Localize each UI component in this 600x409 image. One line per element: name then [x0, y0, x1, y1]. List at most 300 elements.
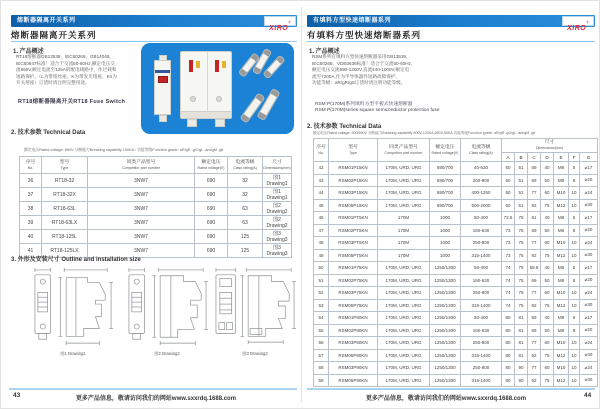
table-cell: 73 — [502, 224, 515, 237]
table-cell: 315-1400 — [461, 299, 502, 312]
rsm-line-cn: RSM P(170M)系列填料方型平板式快速熔断器 — [315, 102, 413, 107]
table-cell: 10 — [569, 337, 580, 350]
table-cell: 250-800 — [461, 287, 502, 300]
dim-col-b: B — [515, 153, 528, 162]
table-cell: 75 — [541, 299, 554, 312]
table-cell: 50 — [541, 274, 554, 287]
table-cell: ⌀24 — [580, 287, 598, 300]
left-page-title: 熔断器隔离开关系列 — [11, 30, 97, 40]
table-cell: 160-630 — [461, 224, 502, 237]
left-title-rule — [11, 41, 297, 42]
table-cell: RSM03P75KN — [329, 287, 378, 300]
col-header-competitor: 同类产品型号 Competitor part number — [88, 157, 195, 174]
table-cell: 8 — [569, 224, 580, 237]
table-cell: 1250/1300 — [430, 299, 461, 312]
table-cell: 10 — [569, 199, 580, 212]
table-cell: 500-2000 — [461, 199, 502, 212]
table-cell: 73 — [502, 237, 515, 250]
left-header-bar-title: 熔断器隔离开关系列 — [17, 18, 76, 24]
table-cell: M8 — [554, 162, 569, 175]
table-cell: 69 — [528, 224, 541, 237]
table-cell: 50-400 — [461, 212, 502, 225]
holder-red-slot — [215, 60, 219, 72]
right-footer-text: 更多产品信息，敬请访问我们的网站www.sxxrdq.1688.com — [365, 396, 527, 402]
table-cell: RSM03P90KN — [329, 362, 378, 375]
table-cell: 81 — [515, 349, 528, 362]
dim-col-g: G — [580, 153, 598, 162]
table-cell: 1000 — [430, 249, 461, 262]
table-cell: 170M — [378, 249, 430, 262]
table-cell: 170M, URD, URG — [378, 274, 430, 287]
table-cell: 80 — [502, 312, 515, 325]
table-cell: 690/700 — [430, 199, 461, 212]
table-cell: ⌀30 — [580, 374, 598, 387]
right-table-note: 额定电压Rated voltage: 500/690V 分断能力Breaking capability 500V-120KA,690V-50KA 功能等级Function grade: aR/gR -gG/gL -am/gM -gtr — [313, 131, 536, 135]
table-cell: 690 — [195, 216, 228, 230]
table-cell: 36 — [20, 174, 42, 188]
table-cell: RT18-125LX — [42, 244, 88, 258]
table-cell: RSM01P80KN — [329, 312, 378, 325]
table-cell: M10 — [554, 237, 569, 250]
table-row — [314, 337, 598, 350]
table-cell: 200-900 — [461, 174, 502, 187]
col-header-no: 序号 No. — [314, 139, 329, 162]
table-cell: 125 — [228, 230, 263, 244]
left-table-note: 额定电压Rated voltage: 690V 分断能力Breaking capability 100KA↑ 功能等级Function grade: aR/gR -gG/gL -am/gM -gtr — [24, 148, 224, 152]
table-cell: 75 — [515, 287, 528, 300]
right-overview-paragraph — [312, 54, 464, 87]
table-cell: 10 — [569, 299, 580, 312]
table-cell: 72.5 — [502, 212, 515, 225]
overview-line: 开关熔座）订货时请注明完整用途。 — [16, 80, 90, 86]
table-cell: 56 — [314, 337, 329, 350]
table-cell: 92 — [528, 249, 541, 262]
table-cell: 690 — [195, 244, 228, 258]
table-row — [20, 188, 292, 202]
table-cell: 40 — [541, 312, 554, 325]
table-row — [314, 374, 598, 387]
table-cell: 40 — [541, 262, 554, 275]
table-cell: 77 — [528, 187, 541, 200]
table-cell: 81 — [515, 312, 528, 325]
table-cell: M8 — [554, 224, 569, 237]
table-cell: 32 — [228, 188, 263, 202]
table-cell: 54 — [314, 312, 329, 325]
table-cell: RSM01P75KN — [329, 262, 378, 275]
table-cell: RT18-125L — [42, 230, 88, 244]
table-row — [314, 362, 598, 375]
fuse-holder-single-image — [154, 60, 171, 115]
table-cell: 40 — [541, 162, 554, 175]
table-cell: RSM03P80KN — [329, 337, 378, 350]
table-cell: 10 — [569, 362, 580, 375]
table-cell: M10 — [554, 362, 569, 375]
table-cell: 8 — [569, 174, 580, 187]
table-cell: 125 — [228, 244, 263, 258]
table-cell: 图2 Drawing2 — [263, 216, 292, 230]
table-cell: 170M — [378, 224, 430, 237]
table-cell: M12 — [554, 349, 569, 362]
table-cell: ⌀24 — [580, 337, 598, 350]
col-header-rating: 电流等级 Class rating(A) — [461, 139, 502, 162]
table-cell: 170M, URD, URG — [378, 299, 430, 312]
table-cell: 51 — [515, 187, 528, 200]
table-cell: 92 — [528, 299, 541, 312]
table-cell: RSM01PT5KN — [329, 212, 378, 225]
table-cell: 43 — [314, 174, 329, 187]
table-cell: 32 — [228, 174, 263, 188]
dim-col-c: C — [528, 153, 541, 162]
table-cell: 8 — [569, 274, 580, 287]
table-cell: M12 — [554, 299, 569, 312]
table-cell: 80 — [502, 337, 515, 350]
table-cell: ⌀20 — [580, 174, 598, 187]
table-cell: ⌀30 — [580, 299, 598, 312]
holder-base — [181, 111, 231, 118]
table-cell: 170M, URD, URG — [378, 262, 430, 275]
table-cell: 5 — [569, 312, 580, 325]
table-cell: RT18-63L — [42, 202, 88, 216]
table-cell: 50-400 — [461, 312, 502, 325]
holder-tab — [159, 55, 167, 61]
table-cell: 400-1250 — [461, 187, 502, 200]
table-cell: 81 — [515, 337, 528, 350]
fuse-holder-double-image — [180, 51, 232, 119]
table-cell: 10 — [569, 374, 580, 387]
table-cell: 250-800 — [461, 337, 502, 350]
table-cell: 50 — [541, 174, 554, 187]
left-header-bar — [11, 15, 297, 32]
table-cell: 250-800 — [461, 237, 502, 250]
table-cell: M12 — [554, 249, 569, 262]
table-cell: 170M, URD, URG — [378, 199, 430, 212]
overview-line: RSM系列有填料方型快速熔断器采用GB13539, — [312, 54, 408, 59]
table-cell: 10 — [569, 237, 580, 250]
table-cell: 170M — [378, 212, 430, 225]
drawing2-label: 图2 Drawing2 — [154, 351, 180, 356]
table-cell: 92 — [528, 374, 541, 387]
col-header-no: 序号 No. — [20, 157, 42, 174]
left-section-overview: 1. 产品概述 — [13, 49, 44, 55]
table-cell: 51 — [515, 162, 528, 175]
rsm-technical-table — [313, 138, 598, 387]
table-cell: 3NW7 — [88, 216, 195, 230]
table-cell: 10 — [569, 349, 580, 362]
left-section-technical: 2. 技术参数 Technical Data — [11, 130, 86, 136]
table-cell: 58 — [314, 362, 329, 375]
col-header-type: 型号 Type — [42, 157, 88, 174]
table-cell: M8 — [554, 262, 569, 275]
overview-line: 短路保护。（L为带熔丝座，K为带发光熔座，Kn为 — [16, 73, 117, 79]
holder-yellow-mark — [222, 61, 226, 68]
table-cell: 170M, URD, URG — [378, 362, 430, 375]
table-cell: ⌀24 — [580, 237, 598, 250]
right-title-rule — [307, 41, 595, 42]
col-header-type: 型号 Type — [329, 139, 378, 162]
table-cell: 50 — [502, 174, 515, 187]
table-cell: RSM05PT5KN — [329, 249, 378, 262]
table-row — [314, 262, 598, 275]
table-cell: 51 — [515, 174, 528, 187]
outline-drawing-2 — [125, 266, 209, 348]
table-header-row — [314, 139, 598, 153]
table-cell: 3NW7 — [88, 174, 195, 188]
table-cell: 315-1400 — [461, 249, 502, 262]
table-cell: 80 — [502, 324, 515, 337]
table-row — [314, 299, 598, 312]
table-cell: 75 — [541, 249, 554, 262]
table-cell: 690 — [195, 202, 228, 216]
table-cell: 80 — [502, 349, 515, 362]
table-cell: 75 — [515, 262, 528, 275]
drawing1-label: 图1 Drawing1 — [60, 351, 86, 356]
table-cell: 315-1400 — [461, 349, 502, 362]
table-cell: 80 — [502, 374, 515, 387]
table-cell: 50 — [502, 187, 515, 200]
table-cell: 77 — [528, 237, 541, 250]
table-cell: 50 — [541, 324, 554, 337]
table-cell: 1250/1300 — [430, 287, 461, 300]
table-cell: 8 — [569, 324, 580, 337]
table-cell: 170M — [378, 237, 430, 250]
table-row — [20, 230, 292, 244]
table-cell: 3NW7 — [88, 230, 195, 244]
right-section-overview: 1. 产品概述 — [309, 49, 340, 55]
table-cell: 59 — [314, 374, 329, 387]
table-cell: 63 — [228, 216, 263, 230]
holder-indicator-window — [158, 76, 168, 83]
table-cell: RSM01P15KN — [329, 162, 378, 175]
table-cell: 90 — [515, 374, 528, 387]
table-cell: 92 — [528, 349, 541, 362]
left-overview-paragraph — [16, 54, 142, 87]
table-cell: 48 — [314, 237, 329, 250]
table-cell: 1250/1300 — [430, 312, 461, 325]
table-row — [20, 216, 292, 230]
table-cell: 1250/1300 — [430, 274, 461, 287]
table-cell: 58.9 — [528, 262, 541, 275]
col-header-rating: 电流等级 Class rating(A) — [228, 157, 263, 174]
table-cell: 41 — [20, 244, 42, 258]
table-cell: 40 — [20, 230, 42, 244]
table-cell: 55 — [314, 324, 329, 337]
table-cell: 690/700 — [430, 162, 461, 175]
table-cell: RSM02PT5KN — [329, 224, 378, 237]
table-cell: ⌀20 — [580, 324, 598, 337]
table-cell: RT18-63LX — [42, 216, 88, 230]
table-cell: 5 — [569, 162, 580, 175]
table-cell: M10 — [554, 337, 569, 350]
table-cell: ⌀30 — [580, 349, 598, 362]
table-cell: 46 — [314, 212, 329, 225]
table-cell: 160-630 — [461, 324, 502, 337]
table-row — [20, 202, 292, 216]
table-cell: 50 — [502, 199, 515, 212]
table-cell: 75 — [541, 349, 554, 362]
table-cell: 1250/1300 — [430, 262, 461, 275]
table-row — [314, 312, 598, 325]
holder-mount-foot — [215, 119, 225, 127]
table-cell: RSM02P80KN — [329, 324, 378, 337]
left-section-outline: 3. 外形及安装尺寸 Outline and installation size — [11, 257, 141, 263]
col-header-voltage: 额定电压 Rated voltage(V) — [195, 157, 228, 174]
table-cell: 75 — [515, 299, 528, 312]
table-cell: 160-630 — [461, 274, 502, 287]
holder-screw — [216, 96, 222, 102]
table-cell: M8 — [554, 312, 569, 325]
table-cell: 52 — [314, 287, 329, 300]
overview-line: RT18熔断器GB13539、IEC60269、GB14048、 — [16, 54, 114, 59]
left-footer-text: 更多产品信息，敬请访问我们的网站www.sxxrdq.1688.com — [75, 396, 237, 402]
table-cell: 73 — [502, 249, 515, 262]
table-cell: 40-630 — [461, 162, 502, 175]
holder-mount-foot — [187, 119, 197, 127]
holder-red-slot — [189, 60, 193, 72]
table-cell: 74 — [502, 262, 515, 275]
table-cell: RSM03PT5KN — [329, 237, 378, 250]
table-cell: 61 — [528, 212, 541, 225]
table-cell: M8 — [554, 274, 569, 287]
table-cell: RSM05P90KN — [329, 374, 378, 387]
col-header-voltage: 额定电压 Rated voltage(V) — [430, 139, 461, 162]
table-row — [314, 187, 598, 200]
rt18-product-line: RT18熔断器隔离开关RT18 Fuse Switch — [18, 99, 126, 105]
left-page-number: 43 — [13, 392, 21, 399]
holder-tab — [159, 115, 167, 122]
table-cell: RSM05P80KN — [329, 349, 378, 362]
table-cell: M10 — [554, 187, 569, 200]
table-cell: 图1 Drawing1 — [263, 174, 292, 188]
table-row — [314, 287, 598, 300]
table-cell: 10 — [569, 187, 580, 200]
table-cell: M8 — [554, 212, 569, 225]
table-cell: 690/700 — [430, 174, 461, 187]
table-cell: 77 — [528, 362, 541, 375]
table-row — [20, 174, 292, 188]
table-cell: 74 — [502, 274, 515, 287]
rsm-product-lines — [315, 102, 535, 114]
table-cell: 59 — [528, 312, 541, 325]
table-cell: RSM05P75KN — [329, 299, 378, 312]
table-cell: 690 — [195, 230, 228, 244]
table-cell: 60 — [541, 237, 554, 250]
table-row — [314, 174, 598, 187]
table-cell: ⌀30 — [580, 199, 598, 212]
table-cell: 51 — [515, 199, 528, 212]
dim-col-e: E — [554, 153, 569, 162]
table-cell: 57 — [314, 349, 329, 362]
rt18-technical-table — [19, 156, 292, 258]
table-cell: ⌀17 — [580, 312, 598, 325]
table-cell: 50 — [502, 162, 515, 175]
overview-line: 流至7200A,作为半导体器件短路故障保护, — [312, 73, 397, 79]
table-cell: 1250/1300 — [430, 349, 461, 362]
table-cell: 10 — [569, 249, 580, 262]
table-cell: RT18-32X — [42, 188, 88, 202]
table-cell: ⌀20 — [580, 274, 598, 287]
registered-mark: ® — [288, 20, 291, 25]
table-cell: 1000 — [430, 224, 461, 237]
table-cell: 75 — [541, 374, 554, 387]
table-cell: 170M, URD, URG — [378, 162, 430, 175]
table-cell: ⌀24 — [580, 362, 598, 375]
table-cell: 170M, URD, URG — [378, 324, 430, 337]
table-cell: RT18-32 — [42, 174, 88, 188]
table-cell: 59 — [528, 162, 541, 175]
outline-drawing-3 — [213, 266, 297, 348]
table-header-row — [20, 157, 292, 174]
table-cell: 图1 Drawing1 — [263, 188, 292, 202]
table-cell: 80 — [502, 362, 515, 375]
table-row — [314, 162, 598, 175]
table-cell: 74 — [502, 287, 515, 300]
table-row — [314, 324, 598, 337]
drawing3-label: 图3 Drawing3 — [242, 351, 268, 356]
table-cell: M12 — [554, 199, 569, 212]
rsm-table-body — [314, 162, 598, 387]
table-cell: 39 — [20, 216, 42, 230]
overview-line: 流690V,额定电流至125A的配电线路中，作过载和 — [16, 67, 117, 73]
col-header-dimensions: 尺寸 Dimensions(mm) — [263, 157, 292, 174]
table-row — [314, 212, 598, 225]
table-cell: 3NW7 — [88, 202, 195, 216]
table-row — [314, 224, 598, 237]
table-cell: 170M, URD, URG — [378, 174, 430, 187]
table-cell: 50-400 — [461, 262, 502, 275]
overview-line: IEC60269、VDE0636标准！适合于交流50-60Hz, — [312, 60, 413, 66]
table-cell: ⌀30 — [580, 249, 598, 262]
table-cell: 1000 — [430, 237, 461, 250]
left-footer-rule — [9, 388, 297, 390]
outline-drawing-1 — [31, 266, 115, 348]
table-cell: 10 — [569, 287, 580, 300]
col-header-dimensions: 尺寸 Dimensions(mm) — [502, 139, 598, 153]
overview-line: 额定电压交流690-1300V,直流440-1000V,额定电 — [312, 67, 410, 73]
right-footer-rule — [307, 388, 595, 390]
table-cell: 47 — [314, 224, 329, 237]
table-cell: 75 — [541, 199, 554, 212]
overview-line: IEC60947标准！适合于交流50-60Hz,额定电压交 — [16, 60, 115, 66]
table-cell: 40 — [541, 212, 554, 225]
table-cell: 图3 Drawing3 — [263, 244, 292, 258]
holder-divider — [207, 52, 208, 118]
table-cell: ⌀20 — [580, 224, 598, 237]
xiro-logo: XIRO® — [264, 16, 296, 26]
table-cell: M10 — [554, 287, 569, 300]
table-cell: 3NW7 — [88, 188, 195, 202]
table-cell: M8 — [554, 324, 569, 337]
table-row — [314, 349, 598, 362]
table-cell: 75 — [515, 249, 528, 262]
table-cell: 170M, URD, URG — [378, 287, 430, 300]
table-cell: 53 — [314, 299, 329, 312]
table-row — [314, 249, 598, 262]
table-cell: RSM03P15KN — [329, 187, 378, 200]
table-row — [314, 237, 598, 250]
table-cell: 49 — [314, 249, 329, 262]
right-header-bar-title: 有填料方型快速熔断器系列 — [313, 18, 392, 24]
table-cell: 60 — [541, 337, 554, 350]
page-divider — [301, 7, 302, 403]
right-section-technical: 2. 技术参数 Technical Data — [307, 124, 382, 130]
table-cell: 1000 — [430, 212, 461, 225]
table-cell: 1250/1300 — [430, 324, 461, 337]
table-cell: 69 — [528, 324, 541, 337]
xiro-logo: XIRO® — [562, 16, 594, 26]
table-row — [314, 274, 598, 287]
table-cell: ⌀17 — [580, 212, 598, 225]
table-cell: 81 — [515, 324, 528, 337]
